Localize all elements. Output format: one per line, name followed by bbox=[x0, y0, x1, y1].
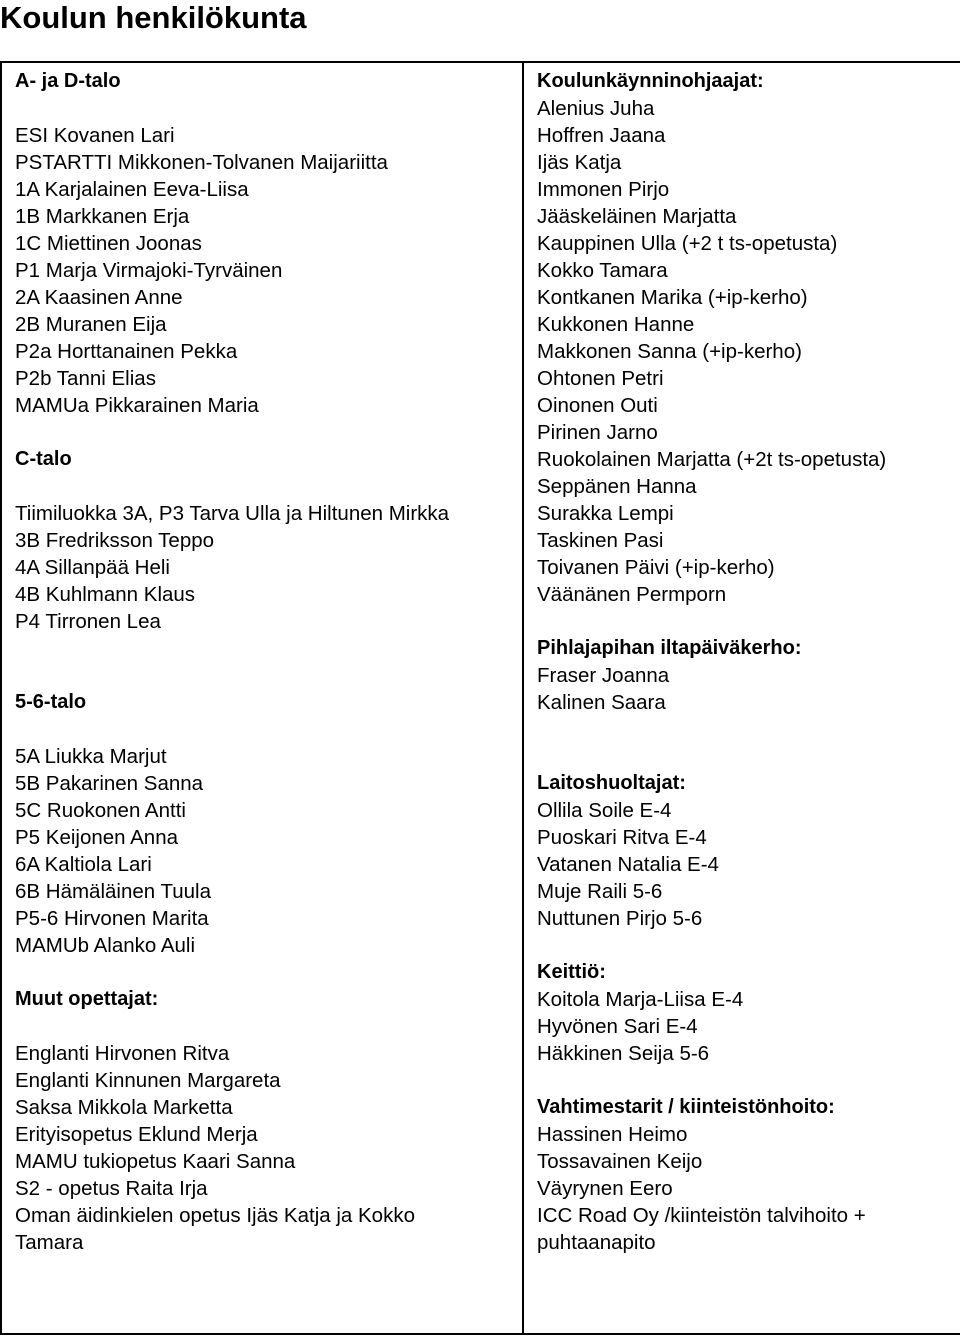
staff-line: ICC Road Oy /kiinteistön talvihoito + puhtaanapito bbox=[537, 1204, 866, 1254]
staff-line: Kauppinen Ulla (+2 t ts-opetusta) bbox=[537, 232, 838, 255]
staff-line: 5C Ruokonen Antti bbox=[15, 799, 186, 822]
staff-line: Ollila Soile E-4 bbox=[537, 799, 672, 822]
staff-line: P4 Tirronen Lea bbox=[15, 610, 161, 633]
section-iltapaivakerho bbox=[537, 635, 960, 716]
staff-line: 2A Kaasinen Anne bbox=[15, 286, 183, 309]
staff-line: Kalinen Saara bbox=[537, 691, 666, 714]
staff-line: Tossavainen Keijo bbox=[537, 1150, 703, 1173]
staff-line: 5B Pakarinen Sanna bbox=[15, 772, 204, 795]
staff-table bbox=[0, 61, 960, 1335]
staff-line: Makkonen Sanna (+ip-kerho) bbox=[537, 340, 802, 363]
staff-line: Pirinen Jarno bbox=[537, 421, 658, 444]
staff-line: S2 - opetus Raita Irja bbox=[15, 1177, 208, 1200]
staff-line: Toivanen Päivi (+ip-kerho) bbox=[537, 556, 775, 579]
staff-line: PSTARTTI Mikkonen-Tolvanen Maijariitta bbox=[15, 151, 388, 174]
section-laitoshuoltajat bbox=[537, 770, 960, 932]
staff-line: Vatanen Natalia E-4 bbox=[537, 853, 719, 876]
section-heading: Koulunkäynninohjaajat: bbox=[537, 70, 764, 92]
staff-line: Immonen Pirjo bbox=[537, 178, 670, 201]
staff-line: P1 Marja Virmajoki-Tyrväinen bbox=[15, 259, 283, 282]
staff-line: ESI Kovanen Lari bbox=[15, 124, 175, 147]
staff-line: Taskinen Pasi bbox=[537, 529, 664, 552]
staff-line: Häkkinen Seija 5-6 bbox=[537, 1042, 710, 1065]
staff-line: MAMUa Pikkarainen Maria bbox=[15, 394, 259, 417]
staff-line: Koitola Marja-Liisa E-4 bbox=[537, 988, 744, 1011]
staff-line: Surakka Lempi bbox=[537, 502, 674, 525]
section-heading: Muut opettajat: bbox=[15, 988, 159, 1010]
staff-line: Muje Raili 5-6 bbox=[537, 880, 663, 903]
staff-line: Väänänen Permporn bbox=[537, 583, 727, 606]
staff-line: 2B Muranen Eija bbox=[15, 313, 167, 336]
staff-line: Hyvönen Sari E-4 bbox=[537, 1015, 698, 1038]
staff-line: Seppänen Hanna bbox=[537, 475, 697, 498]
staff-line: Hassinen Heimo bbox=[537, 1123, 688, 1146]
staff-line: Fraser Joanna bbox=[537, 664, 670, 687]
staff-line: Alenius Juha bbox=[537, 97, 655, 120]
section-a-d-talo bbox=[15, 68, 522, 419]
staff-line: Ruokolainen Marjatta (+2t ts-opetusta) bbox=[537, 448, 887, 471]
staff-line: P5-6 Hirvonen Marita bbox=[15, 907, 209, 930]
section-heading: Pihlajapihan iltapäiväkerho: bbox=[537, 637, 802, 659]
staff-line: Nuttunen Pirjo 5-6 bbox=[537, 907, 703, 930]
staff-line: 1A Karjalainen Eeva-Liisa bbox=[15, 178, 249, 201]
section-heading: 5-6-talo bbox=[15, 691, 87, 713]
staff-line: Oinonen Outi bbox=[537, 394, 658, 417]
section-c-talo bbox=[15, 446, 522, 635]
staff-line: Englanti Kinnunen Margareta bbox=[15, 1069, 281, 1092]
staff-line: Väyrynen Eero bbox=[537, 1177, 673, 1200]
section-heading: C-talo bbox=[15, 448, 72, 470]
staff-line: 1C Miettinen Joonas bbox=[15, 232, 202, 255]
staff-line: Kokko Tamara bbox=[537, 259, 668, 282]
staff-line: Saksa Mikkola Marketta bbox=[15, 1096, 233, 1119]
section-5-6-talo bbox=[15, 689, 522, 959]
staff-line: Englanti Hirvonen Ritva bbox=[15, 1042, 230, 1065]
staff-line: Hoffren Jaana bbox=[537, 124, 666, 147]
staff-line: Kukkonen Hanne bbox=[537, 313, 695, 336]
staff-line: 4B Kuhlmann Klaus bbox=[15, 583, 196, 606]
page-title: Koulun henkilökunta bbox=[0, 0, 307, 35]
staff-line: 4A Sillanpää Heli bbox=[15, 556, 170, 579]
section-keittio bbox=[537, 959, 960, 1067]
staff-line: MAMU tukiopetus Kaari Sanna bbox=[15, 1150, 296, 1173]
staff-line: Jääskeläinen Marjatta bbox=[537, 205, 737, 228]
staff-line: Erityisopetus Eklund Merja bbox=[15, 1123, 258, 1146]
staff-line: 6A Kaltiola Lari bbox=[15, 853, 152, 876]
staff-line: P2b Tanni Elias bbox=[15, 367, 156, 390]
staff-line: 5A Liukka Marjut bbox=[15, 745, 167, 768]
staff-line: Ohtonen Petri bbox=[537, 367, 664, 390]
right-column bbox=[523, 62, 960, 1334]
staff-line: Tiimiluokka 3A, P3 Tarva Ulla ja Hiltunen Mirkka bbox=[15, 502, 450, 525]
section-koulunkaynninohjaajat bbox=[537, 68, 960, 608]
staff-line: P5 Keijonen Anna bbox=[15, 826, 178, 849]
section-muut-opettajat bbox=[15, 986, 522, 1256]
staff-line: 3B Fredriksson Teppo bbox=[15, 529, 215, 552]
staff-line: 1B Markkanen Erja bbox=[15, 205, 190, 228]
left-column bbox=[1, 62, 523, 1334]
staff-line: Kontkanen Marika (+ip-kerho) bbox=[537, 286, 808, 309]
section-vahtimestarit bbox=[537, 1094, 960, 1256]
section-heading: Vahtimestarit / kiinteistönhoito: bbox=[537, 1096, 835, 1118]
section-heading: Laitoshuoltajat: bbox=[537, 772, 686, 794]
staff-line: 6B Hämäläinen Tuula bbox=[15, 880, 212, 903]
staff-line: Ijäs Katja bbox=[537, 151, 622, 174]
section-heading: Keittiö: bbox=[537, 961, 606, 983]
staff-line: Oman äidinkielen opetus Ijäs Katja ja Kokko Tamara bbox=[15, 1204, 415, 1254]
section-heading: A- ja D-talo bbox=[15, 70, 121, 92]
staff-line: MAMUb Alanko Auli bbox=[15, 934, 196, 957]
staff-line: Puoskari Ritva E-4 bbox=[537, 826, 707, 849]
staff-line: P2a Horttanainen Pekka bbox=[15, 340, 238, 363]
